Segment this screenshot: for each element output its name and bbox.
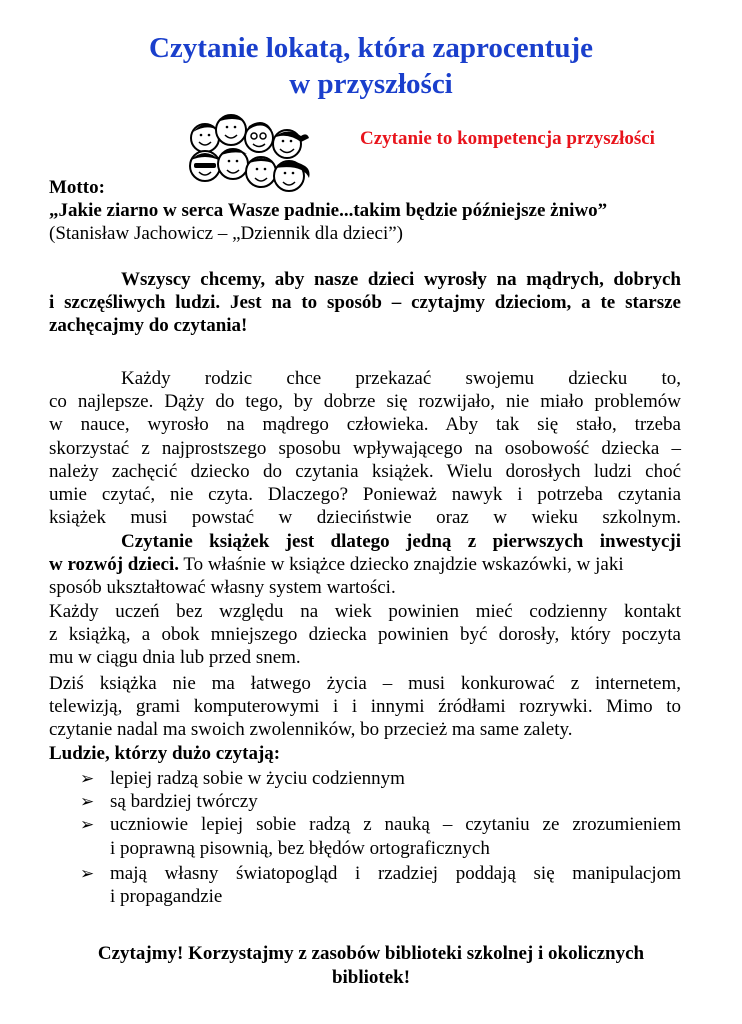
paragraph-4 (49, 672, 681, 765)
p4-line-1: Dziś książka nie ma łatwego życia – musi konkurować z internetem, (49, 673, 681, 694)
title-line-2: w przyszłości (289, 68, 453, 100)
p3-line-3: mu w ciągu dnia lub przed snem. (49, 647, 301, 669)
list-item (80, 813, 681, 859)
p1-line-4: skorzystać z najprostszego sposobu wpływającego na osobowość dziecka – (49, 437, 681, 459)
paragraph-1 (49, 367, 681, 529)
document-title (0, 30, 742, 102)
p4-line-3: czytanie nadal ma swoich zwolenników, bo przecież ma same zalety. (49, 719, 573, 741)
arrow-bullet-icon: ➢ (80, 863, 95, 883)
closing-line-1: Czytajmy! Korzystajmy z zasobów biblioteki szkolnej i okolicznych (97, 943, 645, 964)
p3-line-2: z książką, a obok mniejszego dziecka powinien być dorosły, który poczyta (49, 624, 681, 646)
p2-bold-line-1: Czytanie książek jest dlatego jedną z pierwszych inwestycji (121, 531, 681, 552)
p1-line-6: umie czytać, nie czyta. Dlaczego? Ponieważ nawyk i potrzeba czytania (49, 484, 681, 506)
list-item (80, 790, 681, 813)
p4-line-2: telewizją, grami komputerowymi i i innymi źródłami rozrywki. Mimo to (49, 696, 681, 718)
list-item (80, 862, 681, 908)
list-item-text: są bardziej twórczy (110, 791, 258, 813)
paragraph-3 (49, 600, 681, 670)
p1-line-7: książek musi powstać w dzieciństwie oraz w wieku szkolnym. (49, 507, 681, 529)
title-line-1: Czytanie lokatą, która zaprocentuje (148, 32, 594, 64)
intro-paragraph (49, 268, 681, 338)
document-subtitle: Czytanie to kompetencja przyszłości (360, 128, 655, 149)
list-heading: Ludzie, którzy dużo czytają: (49, 742, 281, 764)
list-item-text: uczniowie lepiej sobie radzą z nauką – czytaniu ze zrozumieniem (110, 814, 681, 836)
p2-line-2 (49, 553, 681, 576)
list-item-text-cont: i propagandzie (110, 886, 223, 908)
arrow-bullet-icon: ➢ (80, 815, 95, 835)
arrow-bullet-icon: ➢ (80, 769, 95, 788)
benefits-list (80, 767, 681, 908)
list-item-text: mają własny światopogląd i rzadziej poddają się manipulacjom (110, 862, 681, 884)
p2-bold-line-2: w rozwój dzieci. (49, 554, 179, 576)
p1-line-3: w nauce, wyrosło na mądrego człowieka. Aby tak się stało, trzeba (49, 414, 681, 436)
p2-rest-line-2: To właśnie w książce dziecko znajdzie wskazówki, w jaki (178, 554, 624, 576)
p1-line-5: należy zachęcić dziecko do czytania książek. Wielu dorosłych ludzi choć (49, 460, 681, 482)
list-item-text-cont: i poprawną pisownią, bez błędów ortograficznych (110, 837, 490, 859)
p1-line-1: Każdy rodzic chce przekazać swojemu dziecku to, (121, 368, 681, 389)
list-item (80, 767, 681, 790)
motto-label: Motto: (49, 177, 105, 198)
paragraph-2 (49, 530, 681, 600)
p1-line-2: co najlepsze. Dąży do tego, by dobrze się rozwijało, nie miało problemów (49, 391, 681, 413)
intro-line-1: Wszyscy chcemy, aby nasze dzieci wyrosły na mądrych, dobrych (121, 269, 681, 290)
p2-line-3: sposób ukształtować własny system wartości. (49, 577, 396, 599)
motto-attribution: (Stanisław Jachowicz – „Dziennik dla dzieci”) (49, 223, 403, 245)
list-item-text: lepiej radzą sobie w życiu codziennym (110, 768, 405, 789)
arrow-bullet-icon: ➢ (80, 792, 95, 812)
p3-line-1: Każdy uczeń bez względu na wiek powinien mieć codzienny kontakt (49, 601, 681, 622)
closing-line-2: bibliotek! (331, 967, 411, 988)
motto-quote: „Jakie ziarno w serca Wasze padnie...takim będzie późniejsze żniwo” (49, 200, 608, 222)
motto-block (49, 176, 681, 246)
intro-line-2: i szczęśliwych ludzi. Jest na to sposób – czytajmy dzieciom, a te starsze (49, 292, 681, 314)
intro-line-3: zachęcajmy do czytania! (49, 315, 248, 337)
closing-statement (40, 942, 702, 990)
